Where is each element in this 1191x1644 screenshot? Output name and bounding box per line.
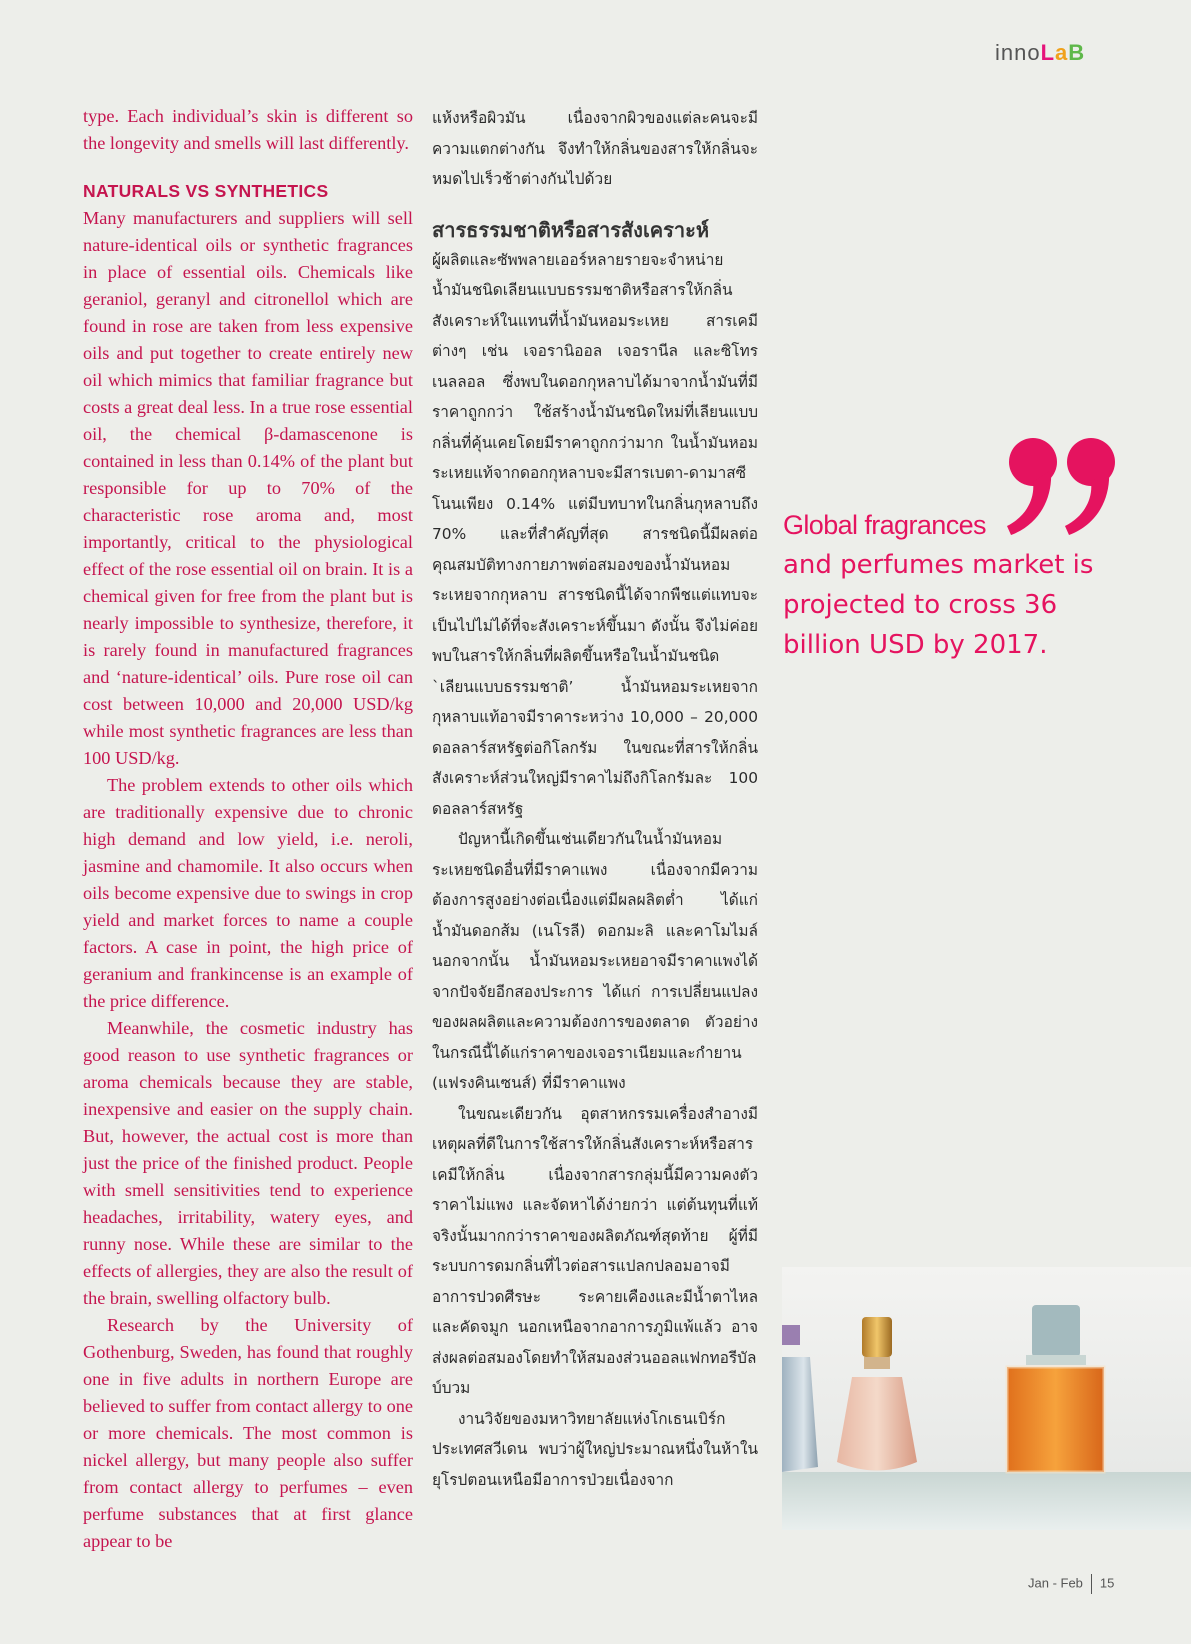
pull-quote-line1: Global fragrances: [783, 510, 986, 540]
thai-paragraph-4: งานวิจัยของมหาวิทยาลัยแห่งโกเธนเบิร์ก ประเทศสวีเดน พบว่าผู้ใหญ่ประมาณหนึ่งในห้าในยุโรปตอนเหนือมีอาการป่วยเนื่องจาก: [432, 1409, 758, 1489]
innolab-logo: innoLaB: [995, 40, 1086, 65]
english-paragraph-1: Many manufacturers and suppliers will sell nature-identical oils or synthetic fragrances in place of essential oils. Chemicals like geraniol, geranyl and citronellol which are found in rose are taken from less expensive oils and put together to create entirely new oil which mimics that familiar fragrance but costs a great deal less. In a true rose essential oil, the chemical β-damascenone is contained in less than 0.14% of the plant but responsible for up to 70% of the characteristic rose aroma and, most importantly, critical to the physiological effect of the rose essential oil on brain. It is a chemical given for free from the plant but is nearly impossible to synthesize, therefore, it is rarely found in manufactured fragrances and ‘nature-identical’ oils. Pure rose oil can cost between 10,000 and 20,000 USD/kg while most synthetic fragrances are less than 100 USD/kg.: [83, 208, 413, 768]
english-paragraph-4: Research by the University of Gothenburg, Sweden, has found that roughly one in five adults in northern Europe are believed to suffer from contact allergy to one or more chemicals. The most common is nickel allergy, but many people also suffer from contact allergy to perfumes – even perfume substances that at first glance appear to be: [83, 1315, 413, 1551]
page-footer: [1028, 1574, 1114, 1594]
english-paragraph-0: type. Each individual’s skin is different so the longevity and smells will last differently.: [83, 106, 413, 153]
pull-quote-line2: and perfumes market is projected to cross 36 billion USD by 2017.: [783, 550, 1094, 660]
english-heading: NATURALS VS SYNTHETICS: [83, 181, 329, 201]
issue-label: Jan - Feb: [1028, 1575, 1083, 1591]
thai-paragraph-1: ผู้ผลิตและซัพพลายเออร์หลายรายจะจำหน่ายน้ำมันชนิดเลียนแบบธรรมชาติหรือสารให้กลิ่นสังเคราะห์ในแทนที่น้ำมันหอมระเหย สารเคมีต่างๆ เช่น เจอรานิออล เจอรานีล และซิโทรเนลลอล ซึ่งพบในดอกกุหลาบได้มาจากน้ำมันที่มีราคาถูกกว่า ใช้สร้างน้ำมันชนิดใหม่ที่เลียนแบบกลิ่นที่คุ้นเคยโดยมีราคาถูกกว่ามาก ในน้ำมันหอมระเหยแท้จากดอกกุหลาบจะมีสารเบตา-ดามาสซีโนนเพียง 0.14% แต่มีบทบาทในกลิ่นกุหลาบถึง 70% และที่สำคัญที่สุด สารชนิดนี้มีผลต่อคุณสมบัติทางกายภาพต่อสมองของน้ำมันหอมระเหยจากกุหลาบ สารชนิดนี้ได้จากพืชแต่แทบจะเป็นไปไม่ได้ที่จะสังเคราะห์ขึ้นมา ดังนั้น จึงไม่ค่อยพบในสารให้กลิ่นที่ผลิตขึ้นหรือในน้ำมันชนิด `เลียนแบบธรรมชาติ’ น้ำมันหอมระเหยจากกุหลาบแท้อาจมีราคาระหว่าง 10,000 – 20,000 ดอลลาร์สหรัฐต่อกิโลกรัม ในขณะที่สารให้กลิ่นสังเคราะห์ส่วนใหญ่มีราคาไม่ถึงกิโลกรัมละ 100 ดอลลาร์สหรัฐ: [432, 250, 758, 818]
footer-divider: [1091, 1574, 1092, 1594]
pull-quote: [783, 505, 1103, 665]
english-paragraph-3: Meanwhile, the cosmetic industry has good reason to use synthetic fragrances or aroma chemicals because they are stable, inexpensive and easier on the supply chain. But, however, the actual cost is more than just the price of the finished product. People with smell sensitivities tend to experience headaches, irritability, watery eyes, and runny nose. While these are similar to the effects of allergies, they are also the result of the brain, swelling olfactory bulb.: [83, 1018, 413, 1308]
thai-paragraph-2: ปัญหานี้เกิดขึ้นเช่นเดียวกันในน้ำมันหอมระเหยชนิดอื่นที่มีราคาแพง เนื่องจากมีความต้องการสูงอย่างต่อเนื่องแต่มีผลผลิตต่ำ ได้แก่ น้ำมันดอกส้ม (เนโรลี) ดอกมะลิ และคาโมไมล์ นอกจากนั้น น้ำมันหอมระเหยอาจมีราคาแพงได้จากปัจจัยอีกสองประการ ได้แก่ การเปลี่ยนแปลงของผลผลิตและความต้องการของตลาด ตัวอย่างในกรณีนี้ได้แก่ราคาของเจอราเนียมและกำยาน (แฟรงคินเซนส์) ที่มีราคาแพง: [432, 830, 758, 1092]
thai-paragraph-3: ในขณะเดียวกัน อุตสาหกรรมเครื่องสำอางมีเหตุผลที่ดีในการใช้สารให้กลิ่นสังเคราะห์หรือสารเคมีให้กลิ่น เนื่องจากสารกลุ่มนี้มีความคงตัว ราคาไม่แพง และจัดหาได้ง่ายกว่า แต่ต้นทุนที่แท้จริงนั้นมากกว่าราคาของผลิตภัณฑ์สุดท้าย ผู้ที่มีระบบการดมกลิ่นที่ไวต่อสารแปลกปลอมอาจมีอาการปวดศีรษะ ระคายเคืองและมีน้ำตาไหล และคัดจมูก นอกเหนือจากอาการภูมิแพ้แล้ว อาจส่งผลต่อสมองโดยทำให้สมองส่วนออลแฟกทอรีบัลบ์บวม: [432, 1104, 758, 1397]
thai-heading: สารธรรมชาติหรือสารสังเคราะห์: [432, 217, 710, 242]
english-column: [83, 103, 413, 1555]
perfume-bottles-photo: [782, 1267, 1191, 1530]
page-number: 15: [1099, 1575, 1115, 1591]
thai-paragraph-0: แห้งหรือผิวมัน เนื่องจากผิวของแต่ละคนจะมีความแตกต่างกัน จึงทำให้กลิ่นของสารให้กลิ่นจะหมดไปเร็วช้าต่างกันไปด้วย: [432, 109, 758, 188]
thai-column: [432, 103, 758, 1495]
english-paragraph-2: The problem extends to other oils which are traditionally expensive due to chronic high demand and low yield, i.e. neroli, jasmine and chamomile. It also occurs when oils become expensive due to swings in crop yield and market forces to name a couple factors. A case in point, the high price of geranium and frankincense is an example of the price difference.: [83, 775, 413, 1011]
